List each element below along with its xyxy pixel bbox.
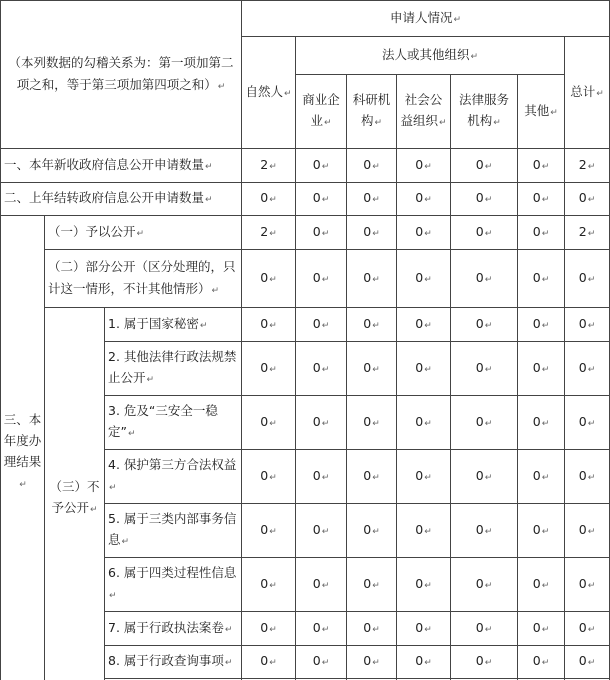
row-label-partial: （二）部分公开（区分处理的，只计这一情形，不计其他情形） ↵ [45,250,242,308]
value-cell: 0 ↵ [451,450,518,504]
value-cell: 0 ↵ [296,504,347,558]
table-row [1,216,610,250]
value-cell: 0 ↵ [347,183,397,216]
value-cell: 0 ↵ [518,183,565,216]
value-cell: 0 ↵ [451,342,518,396]
value-cell: 0 ↵ [296,646,347,679]
value-cell: 0 ↵ [242,183,296,216]
value-cell: 0 ↵ [565,250,610,308]
total-header: 总计 ↵ [565,37,610,149]
value-cell: 0 ↵ [518,450,565,504]
value-cell: 0 ↵ [397,250,451,308]
reason-label: 6. 属于四类过程性信息 ↵ [105,558,242,612]
value-cell: 0 ↵ [397,504,451,558]
value-cell: 0 ↵ [397,183,451,216]
value-cell: 0 ↵ [397,149,451,183]
note-cell: （本列数据的勾稽关系为：第一项加第二项之和，等于第三项加第四项之和） ↵ [1,1,242,149]
research-header: 科研机构 ↵ [347,75,397,149]
value-cell: 2 ↵ [242,216,296,250]
value-cell: 2 ↵ [242,149,296,183]
value-cell: 0 ↵ [397,308,451,342]
value-cell: 0 ↵ [242,250,296,308]
value-cell: 0 ↵ [397,396,451,450]
value-cell: 0 ↵ [347,558,397,612]
value-cell: 0 ↵ [296,450,347,504]
value-cell: 0 ↵ [518,558,565,612]
value-cell: 0 ↵ [242,342,296,396]
value-cell: 0 ↵ [518,612,565,646]
value-cell: 0 ↵ [242,308,296,342]
value-cell: 0 ↵ [296,183,347,216]
value-cell: 0 ↵ [296,558,347,612]
value-cell: 0 ↵ [347,216,397,250]
value-cell: 0 ↵ [397,216,451,250]
value-cell: 0 ↵ [296,396,347,450]
reason-label: 8. 属于行政查询事项 ↵ [105,646,242,679]
value-cell: 0 ↵ [518,396,565,450]
value-cell: 0 ↵ [397,342,451,396]
table-row [1,308,610,342]
value-cell: 0 ↵ [397,450,451,504]
value-cell: 0 ↵ [451,612,518,646]
value-cell: 0 ↵ [347,504,397,558]
value-cell: 0 ↵ [565,308,610,342]
table-row [1,250,610,308]
value-cell: 0 ↵ [565,646,610,679]
value-cell: 0 ↵ [242,450,296,504]
reason-label: 1. 属于国家秘密 ↵ [105,308,242,342]
value-cell: 0 ↵ [451,250,518,308]
other-header: 其他 ↵ [518,75,565,149]
legal-org-header: 法人或其他组织 ↵ [296,37,565,75]
value-cell: 0 ↵ [451,646,518,679]
value-cell: 0 ↵ [565,558,610,612]
value-cell: 0 ↵ [242,504,296,558]
value-cell: 0 ↵ [296,149,347,183]
value-cell: 0 ↵ [451,149,518,183]
applicant-status-header: 申请人情况 ↵ [242,1,610,37]
value-cell: 0 ↵ [296,216,347,250]
natural-person-header: 自然人 ↵ [242,37,296,149]
header-row-1 [1,1,610,37]
value-cell: 0 ↵ [518,250,565,308]
value-cell: 0 ↵ [451,216,518,250]
value-cell: 0 ↵ [296,342,347,396]
reason-label: 3. 危及“三安全一稳定” ↵ [105,396,242,450]
value-cell: 0 ↵ [296,308,347,342]
value-cell: 0 ↵ [242,396,296,450]
value-cell: 0 ↵ [397,646,451,679]
value-cell: 0 ↵ [347,308,397,342]
value-cell: 0 ↵ [451,308,518,342]
value-cell: 2 ↵ [565,149,610,183]
value-cell: 0 ↵ [347,342,397,396]
value-cell: 0 ↵ [347,149,397,183]
value-cell: 0 ↵ [451,558,518,612]
value-cell: 0 ↵ [296,250,347,308]
value-cell: 0 ↵ [347,450,397,504]
table-row [1,183,610,216]
reason-label: 5. 属于三类内部事务信息 ↵ [105,504,242,558]
value-cell: 0 ↵ [565,612,610,646]
value-cell: 0 ↵ [518,504,565,558]
row-label-disclose: （一）予以公开 ↵ [45,216,242,250]
value-cell: 2 ↵ [565,216,610,250]
value-cell: 0 ↵ [397,558,451,612]
value-cell: 0 ↵ [347,250,397,308]
value-cell: 0 ↵ [565,504,610,558]
value-cell: 0 ↵ [518,149,565,183]
value-cell: 0 ↵ [451,504,518,558]
value-cell: 0 ↵ [518,342,565,396]
reason-label: 4. 保护第三方合法权益 ↵ [105,450,242,504]
table-row [1,149,610,183]
value-cell: 0 ↵ [518,216,565,250]
value-cell: 0 ↵ [242,558,296,612]
row-label-carried-over: 二、上年结转政府信息公开申请数量 ↵ [1,183,242,216]
value-cell: 0 ↵ [565,450,610,504]
value-cell: 0 ↵ [565,342,610,396]
row-label-new-requests: 一、本年新收政府信息公开申请数量 ↵ [1,149,242,183]
value-cell: 0 ↵ [565,183,610,216]
value-cell: 0 ↵ [565,396,610,450]
value-cell: 0 ↵ [518,646,565,679]
reason-label: 7. 属于行政执法案卷 ↵ [105,612,242,646]
value-cell: 0 ↵ [347,612,397,646]
value-cell: 0 ↵ [296,612,347,646]
value-cell: 0 ↵ [451,396,518,450]
commercial-header: 商业企业 ↵ [296,75,347,149]
value-cell: 0 ↵ [451,183,518,216]
section-three-label: 三、本年度办理结果 ↵ [1,216,45,680]
value-cell: 0 ↵ [242,646,296,679]
value-cell: 0 ↵ [518,308,565,342]
value-cell: 0 ↵ [347,396,397,450]
legal-service-header: 法律服务机构 ↵ [451,75,518,149]
not-disclose-label: （三）不予公开 ↵ [45,308,105,680]
value-cell: 0 ↵ [397,612,451,646]
social-header: 社会公益组织 ↵ [397,75,451,149]
reason-label: 2. 其他法律行政法规禁止公开 ↵ [105,342,242,396]
value-cell: 0 ↵ [242,612,296,646]
value-cell: 0 ↵ [347,646,397,679]
